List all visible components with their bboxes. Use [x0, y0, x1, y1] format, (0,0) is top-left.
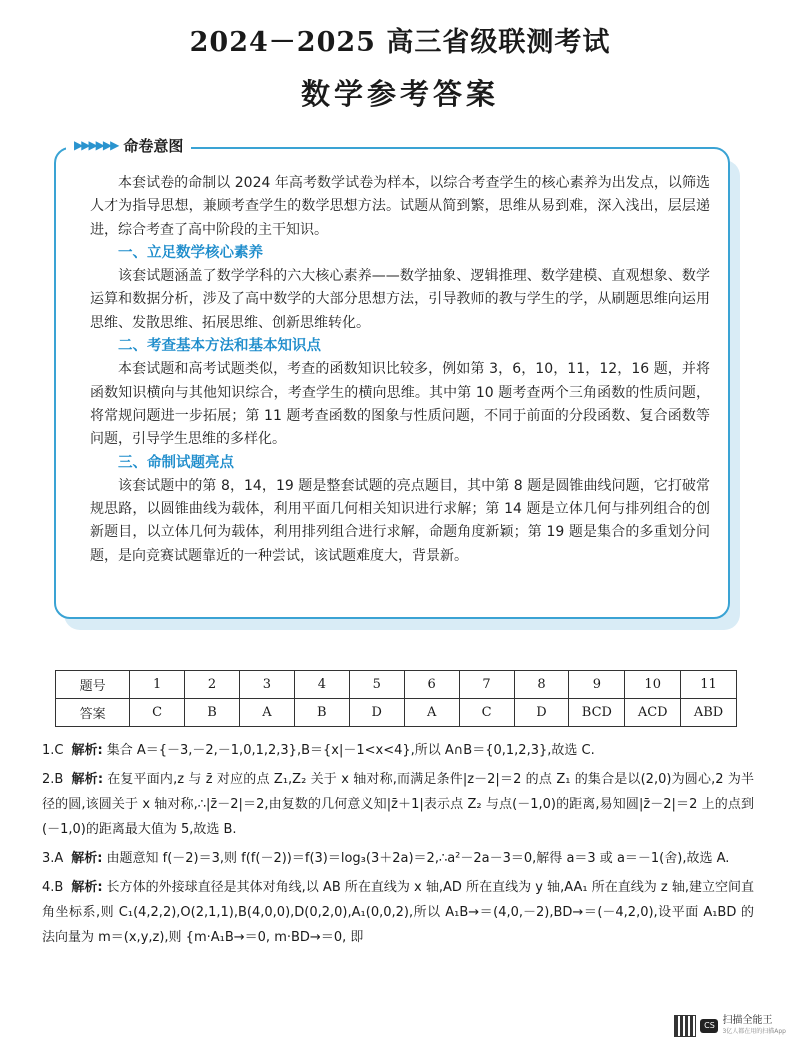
table-header-number: 题号 [56, 671, 130, 699]
table-cell: C [459, 699, 514, 727]
table-cell: 1 [130, 671, 185, 699]
table-cell: 5 [349, 671, 404, 699]
table-cell: C [130, 699, 185, 727]
table-cell: B [185, 699, 240, 727]
table-cell: 3 [239, 671, 294, 699]
table-cell: 9 [569, 671, 625, 699]
table-cell: 10 [625, 671, 681, 699]
section-2-body: 本套试题和高考试题类似，考查的函数知识比较多，例如第 3，6，10，11，12，16 题，并将函数知识横向与其他知识综合，考查学生的横向思维。其中第 10 题考查两个三角函数的性质问题，将常规问题进一步拓展；第 11 题考查函数的图象与性质问题，不同于前面的分段函数、复合函数等问题，引导学生思维的多样化。 [90, 361, 710, 448]
section-1-body: 该套试题涵盖了数学学科的六大核心素养——数学抽象、逻辑推理、数学建模、直观想象、数学运算和数据分析，涉及了高中数学的大部分思想方法，引导教师的教与学生的学，从刷题思维向运用思维、发散思维、拓展思维、创新思维转化。 [90, 268, 710, 331]
solution-text: 长方体的外接球直径是其体对角线,以 AB 所在直线为 x 轴,AD 所在直线为 y 轴,AA₁ 所在直线为 z 轴,建立空间直角坐标系,则 C₁(4,2,2),O(2,1,1),B(4,0,0),D(0,2,0),A₁(0,0,2),所以 A₁B→＝(4,0,－2),BD→＝(－4,2,0),设平面 A₁BD 的法向量为 m＝(x,y,z),则 {m·A₁B→＝0, m·BD→＝0, 即 [42, 880, 754, 945]
solutions [42, 736, 754, 954]
table-cell: 11 [681, 671, 737, 699]
section-1-title: 一、立足数学核心素养 [118, 244, 263, 261]
solution-number: 3.A [42, 851, 64, 866]
table-row-numbers [56, 671, 737, 699]
solution-item [42, 846, 754, 871]
table-cell: BCD [569, 699, 625, 727]
solution-label: 解析: [71, 772, 104, 787]
solution-label: 解析: [71, 851, 103, 866]
table-cell: 7 [459, 671, 514, 699]
solution-number: 2.B [42, 772, 64, 787]
section-2-title: 二、考查基本方法和基本知识点 [118, 338, 321, 355]
scanner-watermark [674, 1015, 786, 1037]
scanner-app-name: 扫描全能王 [722, 1015, 773, 1026]
solution-item [42, 738, 754, 763]
table-cell: 8 [514, 671, 569, 699]
section-3-title: 三、命制试题亮点 [118, 454, 234, 471]
solution-item [42, 875, 754, 950]
solution-text: 在复平面内,z 与 z̄ 对应的点 Z₁,Z₂ 关于 x 轴对称,而满足条件|z－2|＝2 的点 Z₁ 的集合是以(2,0)为圆心,2 为半径的圆,该圆关于 x 轴对称,∴|z̄－2|＝2,由复数的几何意义知|z̄＋1|表示点 Z₂ 与点(－1,0)的距离,易知圆|z̄－2|＝2 上的点到(－1,0)的距离最大值为 5,故选 B. [42, 772, 754, 837]
table-cell: A [239, 699, 294, 727]
scanner-logo-text [722, 1015, 786, 1037]
table-cell: 4 [294, 671, 349, 699]
table-cell: ACD [625, 699, 681, 727]
table-cell: D [349, 699, 404, 727]
table-header-answer: 答案 [56, 699, 130, 727]
table-cell: A [404, 699, 459, 727]
page-title: 2024－2025 高三省级联测考试 [189, 27, 611, 58]
solution-number: 1.C [42, 743, 64, 758]
solution-text: 集合 A＝{－3,－2,－1,0,1,2,3},B＝{x|－1<x<4},所以 A∩B＝{0,1,2,3},故选 C. [106, 743, 595, 758]
solution-label: 解析: [71, 880, 103, 895]
intent-box-header [66, 134, 191, 156]
table-cell: D [514, 699, 569, 727]
arrow-decor-icon: ▶▶▶▶▶▶ [74, 138, 118, 152]
scanner-logo-icon: CS [700, 1019, 718, 1033]
intent-box-title: 命卷意图 [123, 136, 184, 155]
table-cell: ABD [681, 699, 737, 727]
intent-box-content [90, 172, 710, 568]
intent-intro: 本套试卷的命制以 2024 年高考数学试卷为样本，以综合考查学生的核心素养为出发点，以筛选人才为指导思想，兼顾考查学生的数学思想方法。试题从简到繁，思维从易到难，深入浅出，层层递进，综合考查了高中阶段的主干知识。 [90, 175, 710, 238]
scanner-app-tagline: 3亿人都在用的扫描App [722, 1028, 786, 1035]
qr-code-icon [674, 1015, 696, 1037]
table-cell: B [294, 699, 349, 727]
table-row-answers [56, 699, 737, 727]
table-cell: 2 [185, 671, 240, 699]
section-3-body: 该套试题中的第 8，14，19 题是整套试题的亮点题目，其中第 8 题是圆锥曲线问题，它打破常规思路，以圆锥曲线为载体，利用平面几何相关知识进行求解；第 14 题是立体几何与排列组合的创新题目，以立体几何为载体，利用排列组合进行求解，命题角度新颖；第 19 题是集合的多重划分问题，是向竞赛试题靠近的一种尝试，该试题难度大，背景新。 [90, 477, 710, 564]
solution-number: 4.B [42, 880, 64, 895]
answer-table [55, 670, 737, 727]
page-subtitle: 数学参考答案 [300, 77, 499, 111]
solution-label: 解析: [71, 743, 103, 758]
solution-text: 由题意知 f(－2)＝3,则 f(f(－2))＝f(3)＝log₃(3＋2a)＝2,∴a²－2a－3＝0,解得 a＝3 或 a＝－1(舍),故选 A. [106, 851, 730, 866]
table-cell: 6 [404, 671, 459, 699]
solution-item [42, 767, 754, 842]
